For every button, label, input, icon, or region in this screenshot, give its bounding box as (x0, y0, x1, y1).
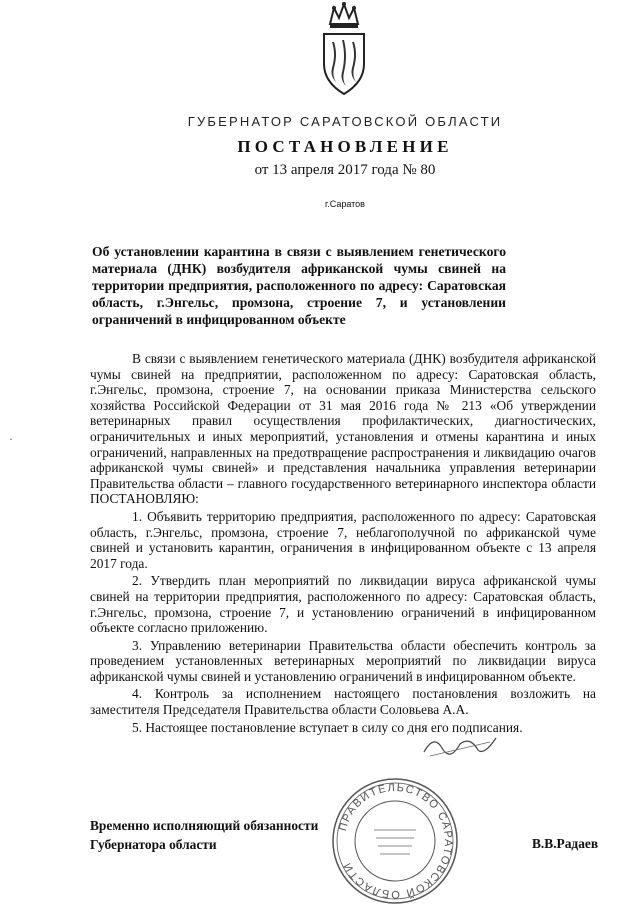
signatory-name: В.В.Радаев (532, 836, 599, 851)
stamp-ring-text: ПРАВИТЕЛЬСТВО САРАТОВСКОЙ ОБЛАСТИ (337, 781, 455, 901)
signatory-position-line1: Временно исполняющий обязанности (90, 818, 319, 833)
document-date-number: от 13 апреля 2017 года № 80 (254, 162, 436, 178)
coat-of-arms-icon (312, 2, 376, 98)
handwritten-signature-icon (420, 730, 500, 760)
official-seal-icon (330, 776, 460, 906)
issuer-title: ГУБЕРНАТОР САРАТОВСКОЙ ОБЛАСТИ (187, 114, 503, 129)
resolution-item: 4. Контроль за исполнением настоящего постановления возложить на заместителя Председателя Правительства области Соловьева А.А. (90, 686, 596, 718)
resolution-item: 3. Управлению ветеринарии Правительства области обеспечить контроль за проведением установленных ветеринарных мероприятий по ликвидации вируса африканской чумы свиней и установлению ограничений в инфицированном объекте. (90, 637, 596, 684)
margin-mark: · (9, 432, 13, 446)
signatory-position-line2: Губернатора области (90, 837, 217, 852)
document-city: г.Саратов (325, 199, 365, 209)
resolution-item: 2. Утвердить план мероприятий по ликвидации вируса африканской чумы свиней на территории предприятия, расположенного по адресу: Саратовская область, г.Энгельс, промзона, строение 7, и установлению ограничений в инфицированном объекте согласно приложению. (90, 573, 596, 636)
resolution-item: 5. Настоящее постановление вступает в силу со дня его подписания. (132, 719, 523, 735)
document-subject: Об установлении карантина в связи с выявлением генетического материала (ДНК) возбудителя африканской чумы свиней на территории предприятия, расположенного по адресу: Саратовская область, г.Энгельс, промзона, строение 7, и установлении ограничений в инфицированном объекте (92, 244, 506, 327)
preamble-paragraph: В связи с выявлением генетического материала (ДНК) возбудителя африканской чумы свиней на предприятии, расположенном по адресу: Саратовская область, г.Энгельс, промзона, строение 7, на основании приказа Министерства сельского хозяйства Российской Федерации от 31 мая 2016 года № 213 «Об утверждении ветеринарных правил осуществления профилактических, диагностических, ограничительных и иных мероприятий, установления и отмены карантина и иных ограничений, направленных на предотвращение распространения и ликвидацию очагов африканской чумы свиней» и представления начальника управления ветеринарии Правительства области – главного государственного ветеринарного инспектора области ПОСТАНОВЛЯЮ: (90, 351, 596, 507)
document-type: ПОСТАНОВЛЕНИЕ (237, 137, 453, 156)
document-body (90, 351, 596, 735)
resolution-item: 1. Объявить территорию предприятия, расположенного по адресу: Саратовская область, г.Энгельс, промзона, строение 7, неблагополучной по африканской чуме свиней и установить карантин, ограничения в инфицированном объекте с 13 апреля 2017 года. (90, 508, 596, 571)
signatory-position (90, 816, 318, 854)
